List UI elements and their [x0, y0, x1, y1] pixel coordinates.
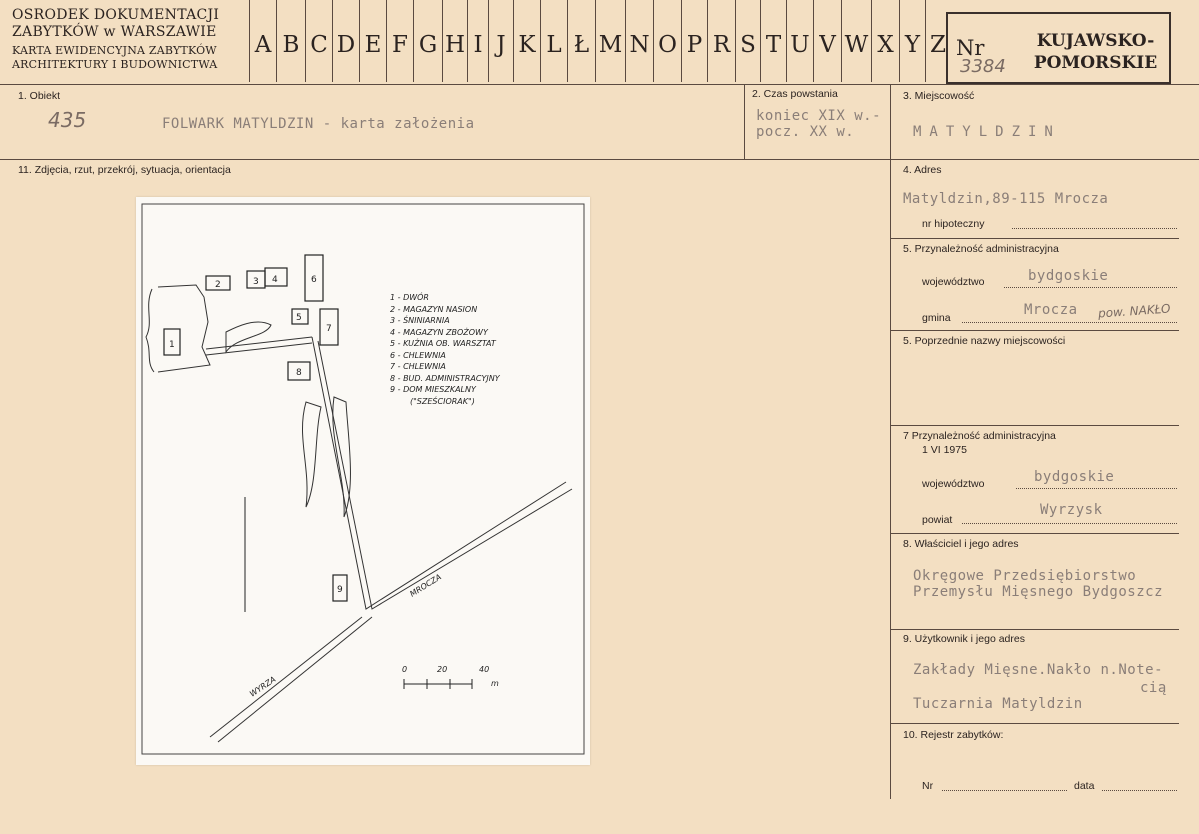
rule-row1: [0, 159, 1199, 160]
road-label-mrocza: MROCZA: [408, 572, 443, 599]
adres-value: Matyldzin,89-115 Mrocza: [903, 191, 1109, 207]
zdjecia-label: 11. Zdjęcia, rzut, przekrój, sytuacja, orientacja: [18, 164, 231, 176]
road-label-wyrzysk: WYRZA: [248, 674, 278, 699]
index-letter: I: [467, 0, 488, 82]
powiat-label: powiat: [922, 514, 953, 526]
czas-line-2: pocz. XX w.: [756, 124, 855, 140]
index-letter: T: [760, 0, 786, 82]
hipoteczny-label: nr hipoteczny: [922, 218, 985, 230]
legend-item: 7 - CHLEWNIA: [390, 362, 446, 371]
wlasciciel-line-1: Okręgowe Przedsiębiorstwo: [913, 568, 1137, 584]
org-line-2: ZABYTKÓW w WARSZAWIE: [12, 24, 217, 40]
building-1: 1: [169, 340, 175, 350]
index-letter: P: [681, 0, 707, 82]
legend-item: 2 - MAGAZYN NASION: [390, 304, 478, 314]
legend-item: ("SZEŚCIORAK"): [410, 396, 475, 406]
miejscowosc-value: MATYLDZIN: [913, 124, 1061, 140]
rejestr-nr-label: Nr: [922, 780, 934, 792]
rule-wlasc: [890, 629, 1179, 630]
buildings-outlines: [164, 255, 347, 601]
czas-line-1: koniec XIX w.-: [756, 108, 882, 124]
rule-col-right: [890, 84, 891, 799]
rule-header: [0, 84, 1199, 85]
rule-przyn: [890, 330, 1179, 331]
index-letter: F: [386, 0, 413, 82]
scale-unit: m: [491, 679, 499, 688]
building-4: 4: [272, 275, 278, 285]
region-line-1: KUJAWSKO-: [1036, 31, 1155, 51]
region-line-2: POMORSKIE: [1033, 53, 1158, 73]
alphabet-index: [249, 0, 950, 82]
gmina-label: gmina: [922, 312, 951, 324]
legend-item: 8 - BUD. ADMINISTRACYJNY: [390, 373, 500, 383]
wojewodztwo-line: [1004, 287, 1177, 288]
rule-uzytk: [890, 723, 1179, 724]
nr-value: 3384: [960, 56, 1006, 77]
nr-label: Nr: [956, 36, 985, 60]
scale-40: 40: [479, 665, 490, 674]
rejestr-label: 10. Rejestr zabytków:: [903, 729, 1004, 741]
index-letter: C: [305, 0, 332, 82]
rejestr-data-label: data: [1074, 780, 1095, 792]
uzytkownik-label: 9. Użytkownik i jego adres: [903, 633, 1025, 645]
obiekt-value: FOLWARK MATYLDZIN - karta założenia: [162, 116, 475, 132]
index-letter: K: [513, 0, 540, 82]
hipoteczny-line: [1012, 228, 1177, 229]
woj1975-value: bydgoskie: [1034, 469, 1115, 485]
index-letter: E: [359, 0, 386, 82]
rejestr-data-line: [1102, 790, 1177, 791]
legend-item: 1 - DWÓR: [390, 293, 429, 302]
index-letter: H: [442, 0, 467, 82]
building-8: 8: [296, 368, 302, 378]
rule-adres: [890, 238, 1179, 239]
uzytkownik-line-1: Zakłady Mięsne.Nakło n.Note-: [913, 662, 1164, 678]
building-9: 9: [337, 585, 343, 595]
legend-item: 4 - MAGAZYN ZBOŻOWY: [390, 327, 488, 337]
wojewodztwo-value: bydgoskie: [1028, 268, 1109, 284]
index-letter: A: [249, 0, 276, 82]
index-letter: X: [871, 0, 899, 82]
scale-20: 20: [437, 665, 448, 674]
index-letter: W: [841, 0, 871, 82]
region-name: [1028, 30, 1163, 74]
number-box: [946, 12, 1171, 84]
header: [0, 0, 1199, 84]
card-title-line-1: KARTA EWIDENCYJNA ZABYTKÓW: [12, 44, 217, 57]
poprzednie-label: 5. Poprzednie nazwy miejscowości: [903, 335, 1066, 347]
przyn1975-label: 7 Przynależność administracyjna: [903, 430, 1056, 442]
uzytkownik-line-2: cią: [1140, 680, 1167, 696]
legend-item: 6 - CHLEWNIA: [390, 350, 446, 360]
building-7: 7: [326, 324, 332, 334]
rule-col-czas: [744, 84, 745, 159]
site-plan: [136, 197, 590, 765]
index-letter: M: [595, 0, 625, 82]
building-5: 5: [296, 313, 302, 323]
przyn1975-date: 1 VI 1975: [922, 444, 967, 456]
site-plan-drawing: [136, 197, 590, 765]
wlasciciel-line-2: Przemysłu Mięsnego Bydgoszcz: [913, 584, 1164, 600]
powiat-value: Wyrzysk: [1040, 502, 1103, 518]
building-3: 3: [253, 277, 259, 287]
scale-bar: [245, 497, 472, 689]
legend-item: 5 - KUŹNIA OB. WARSZTAT: [390, 339, 496, 348]
index-letter: V: [813, 0, 841, 82]
index-letter: D: [332, 0, 359, 82]
legend-item: 9 - DOM MIESZKALNY: [390, 385, 476, 394]
adres-label: 4. Adres: [903, 164, 942, 176]
obiekt-number: 435: [48, 108, 87, 132]
index-letter: Z: [925, 0, 950, 82]
card-title-line-2: ARCHITEKTURY I BUDOWNICTWA: [12, 58, 218, 71]
index-letter: R: [707, 0, 735, 82]
map-legend: [390, 292, 580, 407]
index-letter: G: [413, 0, 442, 82]
miejscowosc-label: 3. Miejscowość: [903, 90, 975, 102]
rule-1975: [890, 533, 1179, 534]
index-letter: N: [625, 0, 653, 82]
index-letter: J: [488, 0, 513, 82]
building-6: 6: [311, 275, 317, 285]
index-letter: S: [735, 0, 760, 82]
rejestr-nr-line: [942, 790, 1067, 791]
gmina-line: [962, 322, 1177, 323]
wojewodztwo-label: województwo: [922, 276, 985, 288]
scale-0: 0: [402, 665, 408, 674]
legend-item: 3 - ŚNINIARNIA: [390, 316, 450, 325]
uzytkownik-line-3: Tuczarnia Matyldzin: [913, 696, 1083, 712]
czas-label: 2. Czas powstania: [752, 88, 838, 100]
building-2: 2: [215, 280, 221, 290]
index-letter: U: [786, 0, 813, 82]
woj1975-line: [1016, 488, 1177, 489]
gmina-value: Mrocza: [1024, 302, 1078, 318]
wlasciciel-label: 8. Właściciel i jego adres: [903, 538, 1019, 550]
obiekt-label: 1. Obiekt: [18, 90, 61, 102]
gmina-hand-note: pow. NAKŁO: [1097, 301, 1171, 321]
rule-poprz: [890, 425, 1179, 426]
woj1975-label: województwo: [922, 478, 985, 490]
powiat-line: [962, 523, 1177, 524]
index-letter: Ł: [567, 0, 595, 82]
index-letter: L: [540, 0, 567, 82]
index-letter: O: [653, 0, 681, 82]
index-letter: B: [276, 0, 305, 82]
przynaleznosc-label: 5. Przynależność administracyjna: [903, 243, 1059, 255]
index-letter: Y: [899, 0, 925, 82]
org-line-1: OSRODEK DOKUMENTACJI: [12, 7, 220, 23]
organization-block: [12, 7, 248, 72]
